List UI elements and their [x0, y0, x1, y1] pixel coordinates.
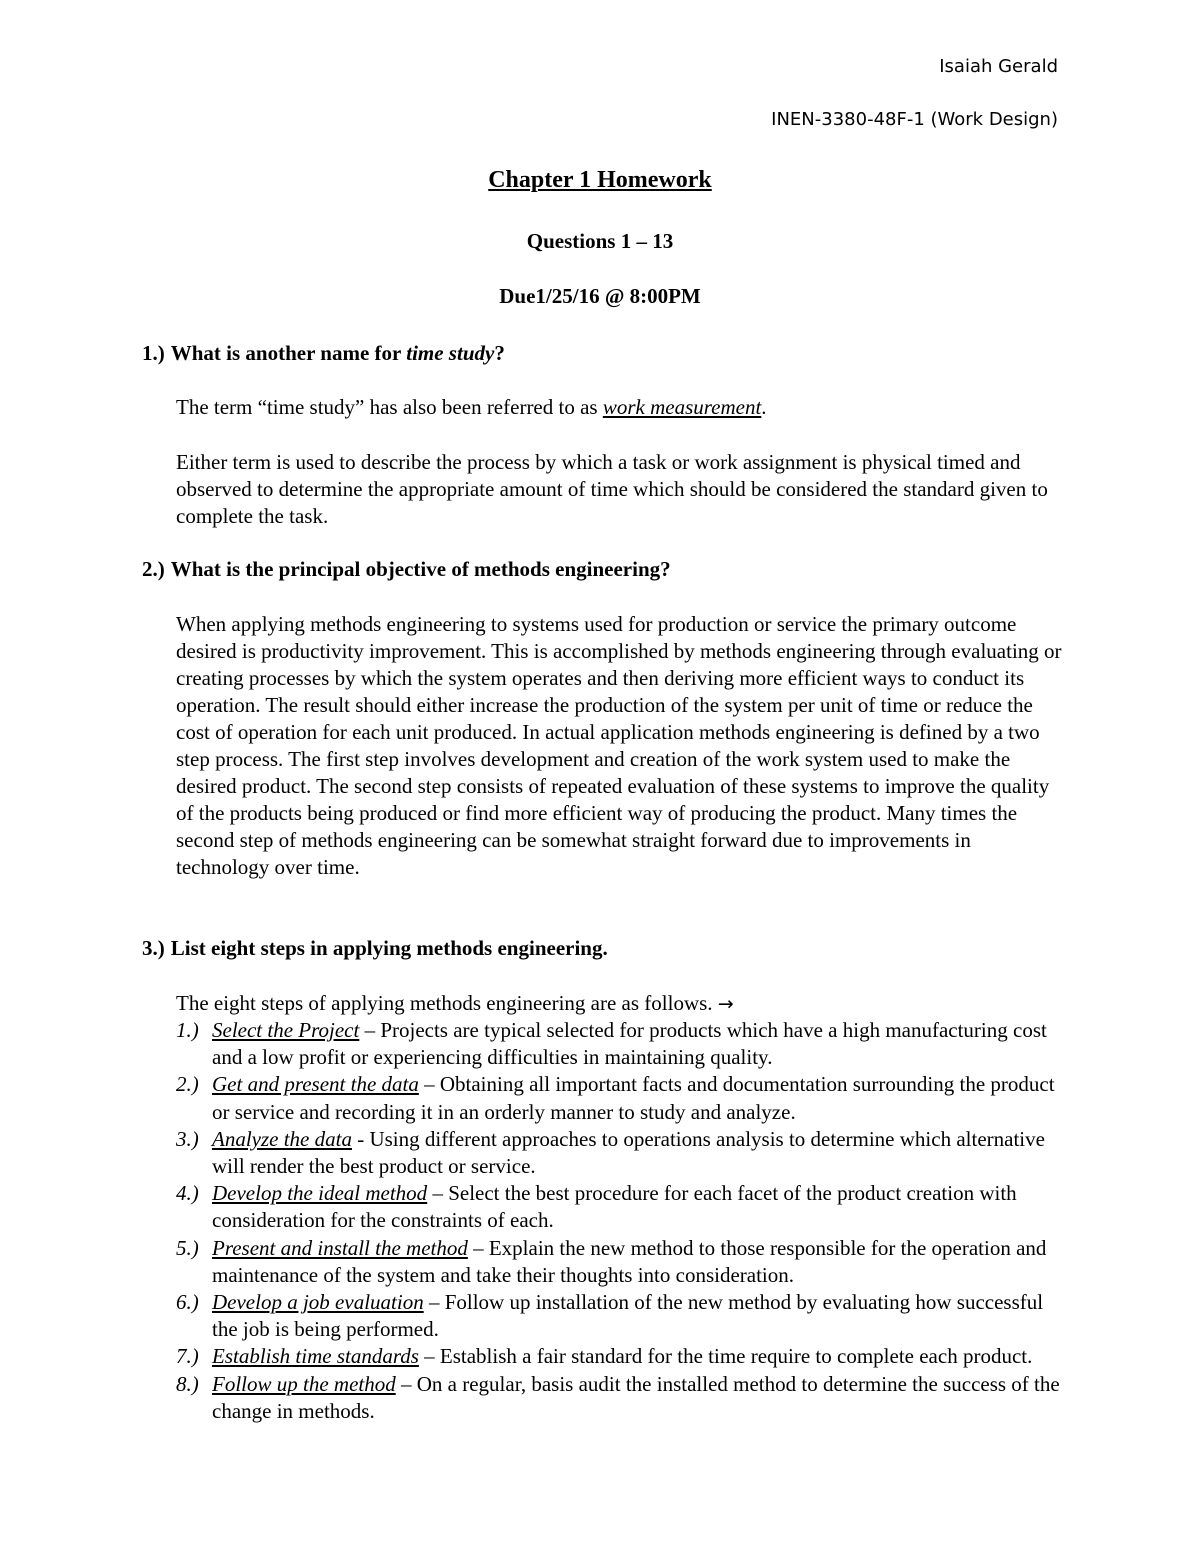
step-description: – Establish a fair standard for the time require to complete each product.	[418, 1344, 1033, 1369]
question-1-heading	[142, 341, 505, 366]
answer-suffix: .	[761, 395, 767, 419]
list-item	[176, 1071, 1066, 1125]
questions-range: Questions 1 – 13	[526, 229, 674, 253]
question-emphasis: time study	[406, 341, 495, 365]
question-number: 3.)	[142, 936, 165, 960]
list-item	[176, 1180, 1066, 1234]
question-suffix: ?	[494, 341, 505, 365]
step-description: – On a regular, basis audit the installed method to determine the success of the change in methods.	[212, 1371, 1060, 1423]
steps-list	[176, 1017, 1066, 1425]
list-item	[176, 1289, 1066, 1343]
list-item	[176, 1343, 1066, 1370]
question-2-heading	[142, 557, 671, 582]
step-name: Get and present the data	[212, 1072, 419, 1097]
step-description: – Explain the new method to those responsible for the operation and maintenance of the system and take their thoughts into consideration.	[212, 1235, 1047, 1287]
answer-1-paragraph-1	[176, 394, 1066, 421]
step-description: – Obtaining all important facts and documentation surrounding the product or service and recording it in an orderly manner to study and analyze.	[212, 1072, 1055, 1124]
step-description: – Follow up installation of the new method by evaluating how successful the job is being performed.	[212, 1290, 1044, 1342]
list-item	[176, 1371, 1066, 1425]
step-name: Establish time standards	[212, 1344, 419, 1369]
underlined-term: work measurement	[602, 395, 762, 419]
question-3-heading	[142, 936, 608, 961]
list-item	[176, 1126, 1066, 1180]
step-name: Analyze the data	[212, 1126, 352, 1151]
page-title: Chapter 1 Homework	[488, 167, 712, 193]
step-name: Develop a job evaluation	[212, 1290, 424, 1315]
due-date: Due1/25/16 @ 8:00PM	[499, 284, 701, 308]
step-number: 6.)	[176, 1290, 199, 1315]
question-text: List eight steps in applying methods engineering.	[170, 936, 608, 960]
step-number: 7.)	[176, 1344, 199, 1369]
step-number: 4.)	[176, 1181, 199, 1206]
list-item	[176, 1235, 1066, 1289]
step-description: – Projects are typical selected for products which have a high manufacturing cost and a low profit or experiencing difficulties in maintaining quality.	[212, 1018, 1047, 1070]
question-text: What is another name for	[170, 341, 407, 365]
step-name: Follow up the method	[212, 1371, 396, 1396]
step-number: 2.)	[176, 1072, 199, 1097]
question-number: 2.)	[142, 557, 165, 581]
author-name: Isaiah Gerald	[939, 56, 1058, 77]
step-number: 5.)	[176, 1235, 199, 1260]
step-number: 8.)	[176, 1371, 199, 1396]
arrow-right-icon: →	[717, 993, 734, 1015]
answer-2-paragraph: When applying methods engineering to systems used for production or service the primary outcome desired is productivity improvement. This is accomplished by methods engineering through evaluating or creating processes by which the system operates and then deriving more efficient ways to conduct its operation. The result should either increase the production of the system per unit of time or reduce the cost of operation for each unit produced. In actual application methods engineering is defined by a two step process. The first step involves development and creation of the work system used to make the desired product. The second step consists of repeated evaluation of these systems to improve the quality of the products being produced or find more efficient way of producing the product. Many times the second step of methods engineering can be somewhat straight forward due to improvements in technology over time.	[176, 612, 1062, 879]
answer-text: The term “time study” has also been referred to as	[176, 395, 603, 419]
step-description: - Using different approaches to operations analysis to determine which alternative will render the best product or service.	[212, 1126, 1045, 1179]
answer-1-paragraph-2: Either term is used to describe the process by which a task or work assignment is physical timed and observed to determine the appropriate amount of time which should be considered the standard given to complete the task.	[176, 450, 1048, 528]
step-name: Develop the ideal method	[212, 1181, 428, 1206]
step-description: – Select the best procedure for each facet of the product creation with consideration for the constraints of each.	[212, 1181, 1017, 1233]
step-number: 3.)	[176, 1126, 199, 1151]
question-number: 1.)	[142, 341, 165, 365]
step-number: 1.)	[176, 1018, 199, 1042]
list-item	[176, 1017, 1066, 1071]
question-text: What is the principal objective of methods engineering?	[170, 557, 671, 581]
step-name: Present and install the method	[212, 1235, 468, 1260]
intro-text: The eight steps of applying methods engineering are as follows.	[176, 991, 713, 1015]
course-code: INEN-3380-48F-1 (Work Design)	[771, 109, 1058, 130]
answer-3-intro	[176, 990, 1066, 1018]
step-name: Select the Project	[212, 1018, 360, 1042]
